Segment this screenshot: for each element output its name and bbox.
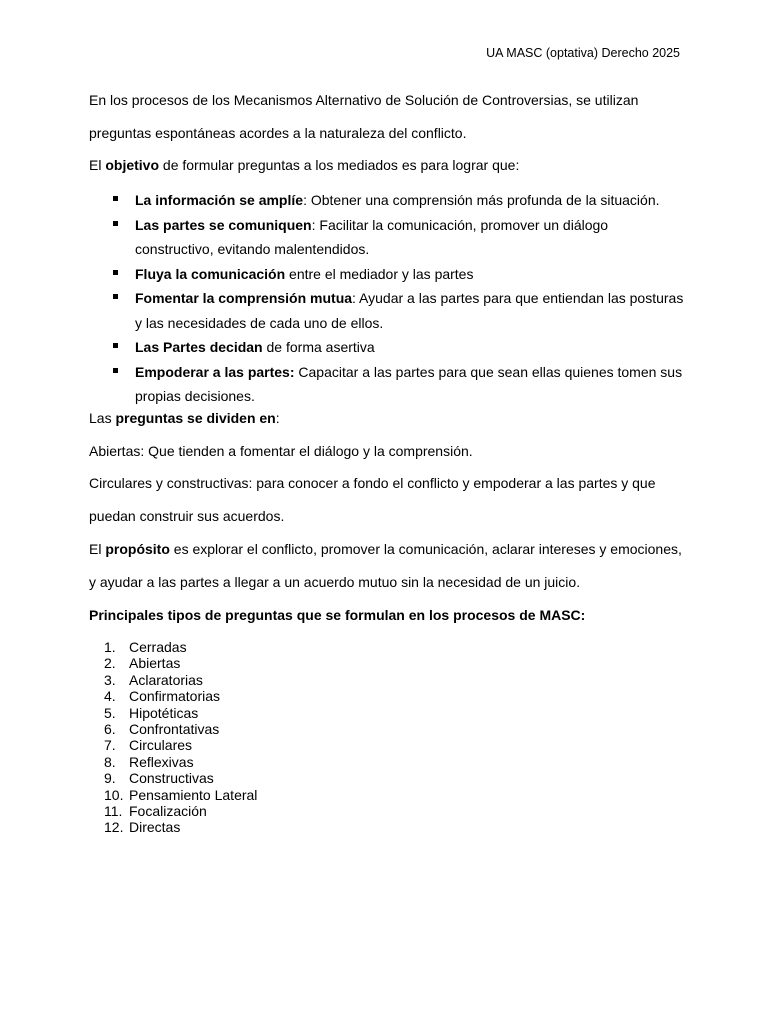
list-number: 7. xyxy=(104,737,116,754)
objectives-bullet-list xyxy=(89,188,689,409)
bullet-item xyxy=(89,360,689,409)
list-number: 11. xyxy=(104,803,123,820)
bullet-text: Capacitar a las partes para que sean ellas quienes tomen sus propias decisiones. xyxy=(135,363,683,404)
list-label: Hipotéticas xyxy=(129,704,199,721)
abiertas-paragraph: Abiertas: Que tienden a fomentar el diálogo y la comprensión. xyxy=(89,443,473,459)
list-label: Cerradas xyxy=(129,639,187,655)
square-bullet-icon xyxy=(113,343,118,348)
purpose-post: es explorar el conflicto, promover la comunicación, aclarar intereses y emociones, xyxy=(169,541,682,557)
objective-paragraph xyxy=(89,156,519,174)
bullet-item xyxy=(89,262,689,287)
objective-post: de formular preguntas a los mediados es para lograr que: xyxy=(159,157,520,173)
divide-post: : xyxy=(275,410,280,426)
list-item xyxy=(104,672,257,688)
square-bullet-icon xyxy=(113,270,118,275)
list-number: 3. xyxy=(104,671,116,688)
list-label: Confrontativas xyxy=(129,721,220,738)
bullet-item xyxy=(89,213,689,262)
list-item xyxy=(104,655,257,671)
intro-line-2: preguntas espontáneas acordes a la naturaleza del conflicto. xyxy=(89,125,467,141)
circulares-line-2: puedan construir sus acuerdos. xyxy=(89,508,285,524)
list-item xyxy=(104,705,257,721)
bullet-bold: La información se amplíe xyxy=(135,192,304,208)
page-header: UA MASC (optativa) Derecho 2025 xyxy=(486,46,680,60)
list-label: Abiertas xyxy=(129,655,181,672)
list-item xyxy=(104,819,257,835)
list-number: 1. xyxy=(104,639,116,655)
bullet-bold: Fluya la comunicación xyxy=(135,265,286,282)
question-types-list xyxy=(104,639,257,836)
bullet-text: : Facilitar la comunicación, promover un diálogo constructivo, evitando malentendidos. xyxy=(135,216,609,257)
bullet-item xyxy=(89,188,689,213)
list-item xyxy=(104,770,257,786)
list-label: Focalización xyxy=(129,803,207,820)
list-label: Circulares xyxy=(129,737,193,754)
list-number: 6. xyxy=(104,721,116,738)
list-number: 10. xyxy=(104,786,124,803)
list-item xyxy=(104,721,257,737)
intro-line-1: En los procesos de los Mecanismos Alternativo de Solución de Controversias, se utilizan xyxy=(89,92,639,108)
list-item xyxy=(104,688,257,704)
bullet-bold: Las Partes decidan xyxy=(135,339,263,355)
list-item xyxy=(104,787,257,803)
list-number: 5. xyxy=(104,704,116,721)
square-bullet-icon xyxy=(113,368,118,373)
types-heading xyxy=(89,606,585,624)
purpose-line-2: y ayudar a las partes a llegar a un acuerdo mutuo sin la necesidad de un juicio. xyxy=(89,574,581,590)
list-number: 4. xyxy=(104,688,116,705)
types-heading-bold: Principales tipos de preguntas que se formulan en los procesos de MASC: xyxy=(89,607,586,623)
divide-paragraph xyxy=(89,409,280,427)
objective-pre: El xyxy=(89,157,106,173)
square-bullet-icon xyxy=(113,221,118,226)
divide-bold: preguntas se dividen en xyxy=(115,410,276,426)
circulares-line-1: Circulares y constructivas: para conocer a fondo el conflicto y empoderar a las partes y que xyxy=(89,475,656,491)
list-item xyxy=(104,754,257,770)
list-number: 9. xyxy=(104,770,116,787)
bullet-text: de forma asertiva xyxy=(262,339,375,355)
list-item xyxy=(104,803,257,819)
list-item xyxy=(104,639,257,655)
list-item xyxy=(104,737,257,753)
purpose-bold: propósito xyxy=(105,541,170,557)
bullet-text: entre el mediador y las partes xyxy=(285,265,474,282)
bullet-item xyxy=(89,286,689,335)
bullet-bold: Fomentar la comprensión mutua xyxy=(135,290,353,306)
list-label: Directas xyxy=(129,819,181,836)
bullet-bold: Las partes se comuniquen xyxy=(135,216,312,233)
list-number: 8. xyxy=(104,753,116,770)
bullet-text: : Ayudar a las partes para que entiendan las posturas y las necesidades de cada uno de ellos. xyxy=(135,290,684,331)
divide-pre: Las xyxy=(89,410,116,426)
square-bullet-icon xyxy=(113,196,118,201)
list-label: Aclaratorias xyxy=(129,671,203,688)
list-label: Pensamiento Lateral xyxy=(129,786,258,803)
list-label: Reflexivas xyxy=(129,753,194,770)
list-number: 2. xyxy=(104,655,116,672)
square-bullet-icon xyxy=(113,294,118,299)
purpose-pre: El xyxy=(89,541,106,557)
list-label: Constructivas xyxy=(129,770,214,787)
list-number: 12. xyxy=(104,819,124,836)
purpose-paragraph xyxy=(89,540,682,558)
objective-bold: objetivo xyxy=(105,157,160,173)
bullet-item xyxy=(89,335,689,360)
bullet-bold: Empoderar a las partes: xyxy=(135,363,295,380)
bullet-text: : Obtener una comprensión más profunda de la situación. xyxy=(303,192,660,208)
list-label: Confirmatorias xyxy=(129,688,221,705)
